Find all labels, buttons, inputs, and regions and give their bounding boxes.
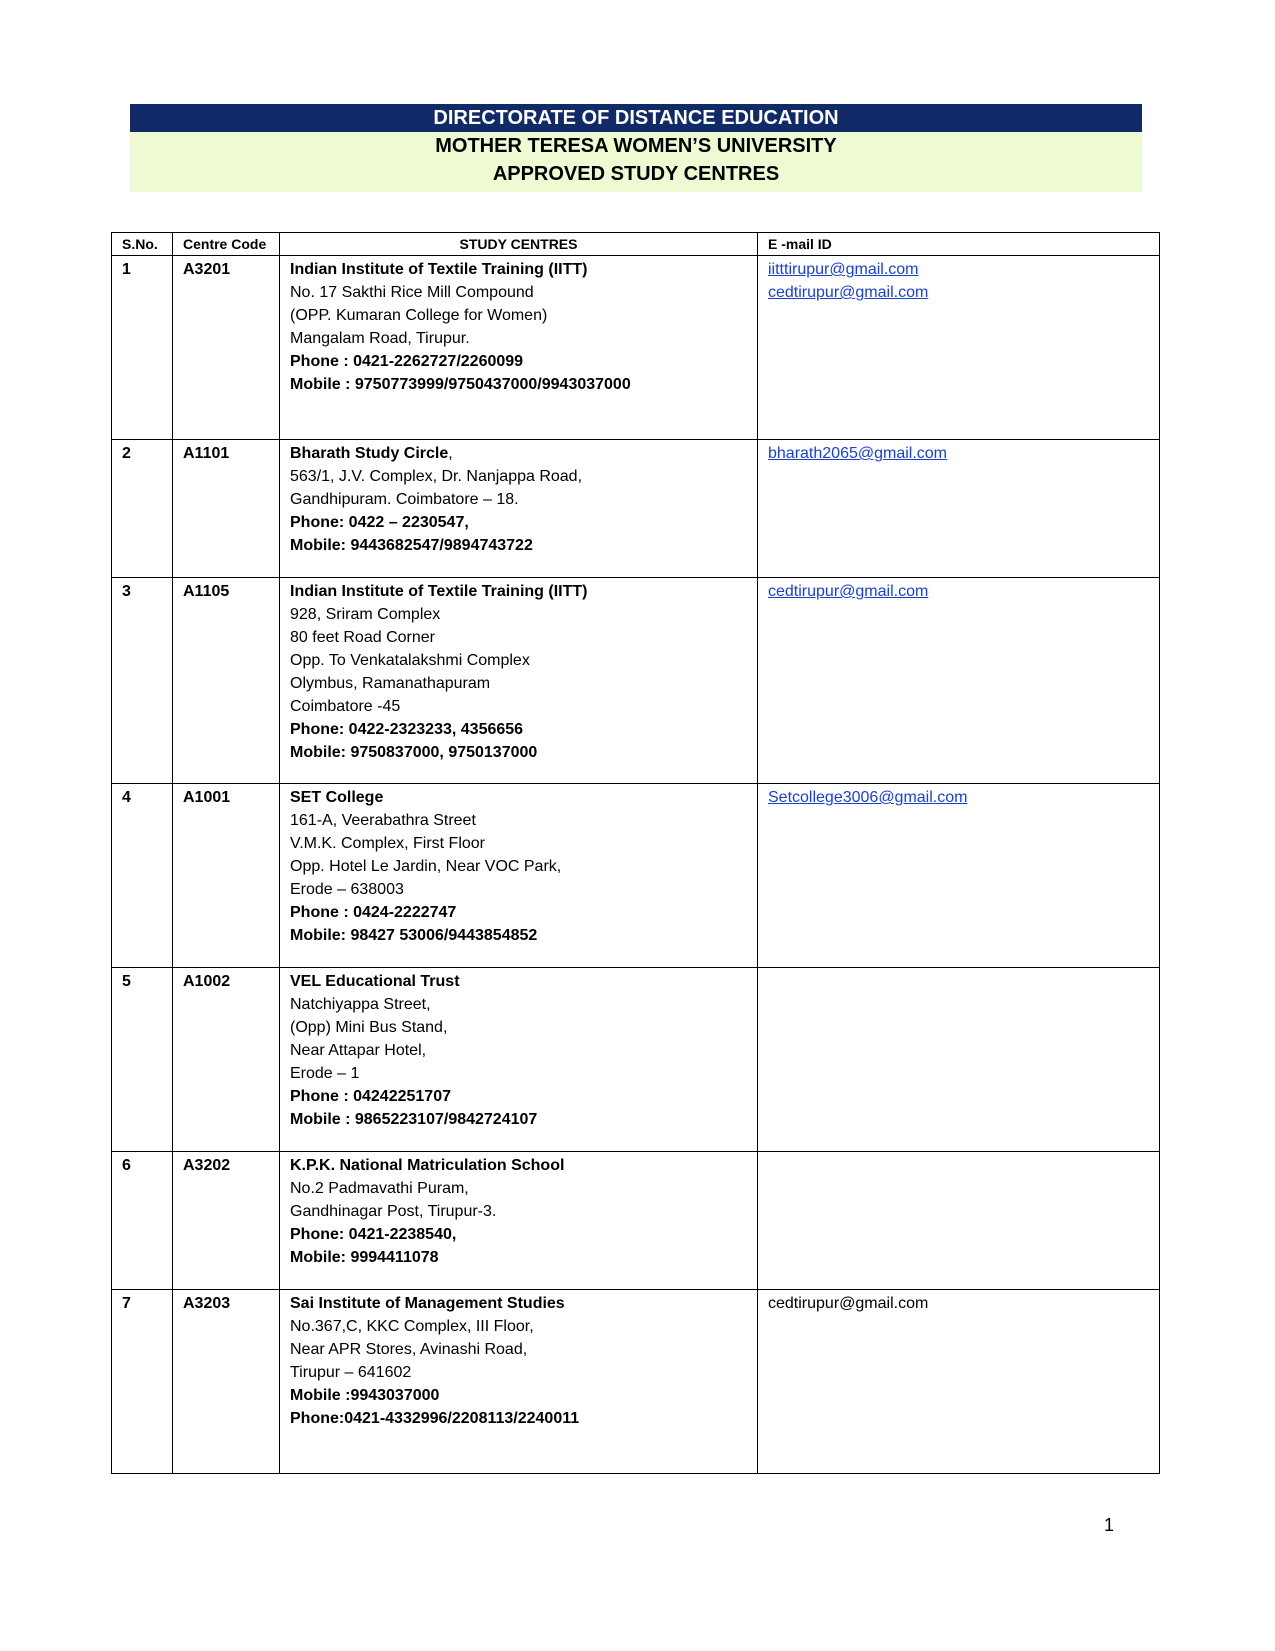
- address-line: No.367,C, KKC Complex, III Floor,: [290, 1318, 534, 1335]
- row-centre-code: A3201: [173, 256, 280, 440]
- row-sno: 1: [112, 256, 173, 440]
- address-line: Tirupur – 641602: [290, 1364, 412, 1381]
- centre-name: Bharath Study Circle: [290, 445, 449, 462]
- row-sno: 2: [112, 440, 173, 578]
- mobile-line: Mobile: 9750837000, 9750137000: [290, 744, 538, 761]
- mobile-line: Mobile: 98427 53006/9443854852: [290, 927, 538, 944]
- address-line: No. 17 Sakthi Rice Mill Compound: [290, 284, 534, 301]
- address-line: Near Attapar Hotel,: [290, 1042, 427, 1059]
- centre-name: Sai Institute of Management Studies: [290, 1295, 565, 1312]
- phone-line: Phone: 0421-2238540,: [290, 1226, 457, 1243]
- phone-line: Phone : 0424-2222747: [290, 904, 457, 921]
- row-study-centre: [280, 578, 758, 784]
- email-link[interactable]: Setcollege3006@gmail.com: [768, 789, 968, 806]
- address-line: Opp. To Venkatalakshmi Complex: [290, 652, 530, 669]
- row-centre-code: A3202: [173, 1152, 280, 1290]
- address-line: 563/1, J.V. Complex, Dr. Nanjappa Road,: [290, 468, 583, 485]
- phone-line: Phone: 0422 – 2230547,: [290, 514, 469, 531]
- address-line: Near APR Stores, Avinashi Road,: [290, 1341, 528, 1358]
- centre-name: VEL Educational Trust: [290, 973, 460, 990]
- address-line: Erode – 638003: [290, 881, 404, 898]
- row-centre-code: A1101: [173, 440, 280, 578]
- row-email: [758, 578, 1160, 784]
- row-email: [758, 1152, 1160, 1290]
- university-name: MOTHER TERESA WOMEN’S UNIVERSITY: [435, 135, 837, 157]
- column-header-sno: S.No.: [112, 233, 173, 256]
- table-header-row: [112, 233, 1160, 256]
- row-sno: 3: [112, 578, 173, 784]
- address-line: Coimbatore -45: [290, 698, 401, 715]
- row-study-centre: [280, 968, 758, 1152]
- address-line: No.2 Padmavathi Puram,: [290, 1180, 469, 1197]
- mobile-line: Mobile : 9865223107/9842724107: [290, 1111, 538, 1128]
- row-sno: 7: [112, 1290, 173, 1474]
- study-centres-table: [111, 232, 1160, 1474]
- address-line: 80 feet Road Corner: [290, 629, 435, 646]
- mobile-line: Mobile :9943037000: [290, 1387, 440, 1404]
- table-row: [112, 440, 1160, 578]
- address-line: Olymbus, Ramanathapuram: [290, 675, 491, 692]
- mobile-line: Mobile: 9443682547/9894743722: [290, 537, 533, 554]
- email-link[interactable]: cedtirupur@gmail.com: [768, 583, 929, 600]
- phone-line: Phone : 0421-2262727/2260099: [290, 353, 524, 370]
- mobile-line: Mobile : 9750773999/9750437000/9943037000: [290, 376, 631, 393]
- header-banner-title: [130, 104, 1142, 132]
- row-email: [758, 1290, 1160, 1474]
- column-header-centres: STUDY CENTRES: [280, 233, 758, 256]
- address-line: Natchiyappa Street,: [290, 996, 431, 1013]
- centre-name: Indian Institute of Textile Training (IITT): [290, 261, 588, 278]
- centre-name-suffix: ,: [448, 445, 453, 462]
- address-line: (OPP. Kumaran College for Women): [290, 307, 548, 324]
- phone-line: Phone:0421-4332996/2208113/2240011: [290, 1410, 580, 1427]
- header-banner-subtitle: [130, 132, 1142, 192]
- page-number: 1: [1104, 1515, 1115, 1535]
- row-email: [758, 440, 1160, 578]
- email-link[interactable]: bharath2065@gmail.com: [768, 445, 948, 462]
- table-row: [112, 256, 1160, 440]
- row-study-centre: [280, 440, 758, 578]
- table-row: [112, 1290, 1160, 1474]
- row-study-centre: [280, 1152, 758, 1290]
- row-sno: 5: [112, 968, 173, 1152]
- address-line: Erode – 1: [290, 1065, 360, 1082]
- address-line: V.M.K. Complex, First Floor: [290, 835, 486, 852]
- column-header-code: Centre Code: [173, 233, 280, 256]
- table-row: [112, 1152, 1160, 1290]
- directorate-title: DIRECTORATE OF DISTANCE EDUCATION: [433, 107, 839, 129]
- row-centre-code: A1105: [173, 578, 280, 784]
- row-centre-code: A3203: [173, 1290, 280, 1474]
- table-row: [112, 968, 1160, 1152]
- row-study-centre: [280, 784, 758, 968]
- centre-name: K.P.K. National Matriculation School: [290, 1157, 565, 1174]
- row-sno: 6: [112, 1152, 173, 1290]
- mobile-line: Mobile: 9994411078: [290, 1249, 439, 1266]
- row-sno: 4: [112, 784, 173, 968]
- table-row: [112, 578, 1160, 784]
- email-link[interactable]: iitttirupur@gmail.com: [768, 261, 919, 278]
- address-line: Gandhipuram. Coimbatore – 18.: [290, 491, 519, 508]
- column-header-email: E -mail ID: [758, 233, 1160, 256]
- address-line: Gandhinagar Post, Tirupur-3.: [290, 1203, 497, 1220]
- email-text: cedtirupur@gmail.com: [768, 1295, 929, 1312]
- address-line: (Opp) Mini Bus Stand,: [290, 1019, 448, 1036]
- row-centre-code: A1002: [173, 968, 280, 1152]
- row-study-centre: [280, 256, 758, 440]
- address-line: Mangalam Road, Tirupur.: [290, 330, 470, 347]
- row-email: [758, 968, 1160, 1152]
- row-email: [758, 256, 1160, 440]
- centre-name-line: [290, 442, 747, 465]
- centre-name: Indian Institute of Textile Training (IITT): [290, 583, 588, 600]
- address-line: 161-A, Veerabathra Street: [290, 812, 476, 829]
- address-line: 928, Sriram Complex: [290, 606, 441, 623]
- row-centre-code: A1001: [173, 784, 280, 968]
- document-title: APPROVED STUDY CENTRES: [492, 163, 780, 185]
- address-line: Opp. Hotel Le Jardin, Near VOC Park,: [290, 858, 562, 875]
- phone-line: Phone : 04242251707: [290, 1088, 451, 1105]
- table-row: [112, 784, 1160, 968]
- centre-name: SET College: [290, 789, 384, 806]
- phone-line: Phone: 0422-2323233, 4356656: [290, 721, 524, 738]
- row-email: [758, 784, 1160, 968]
- row-study-centre: [280, 1290, 758, 1474]
- email-link[interactable]: cedtirupur@gmail.com: [768, 284, 929, 301]
